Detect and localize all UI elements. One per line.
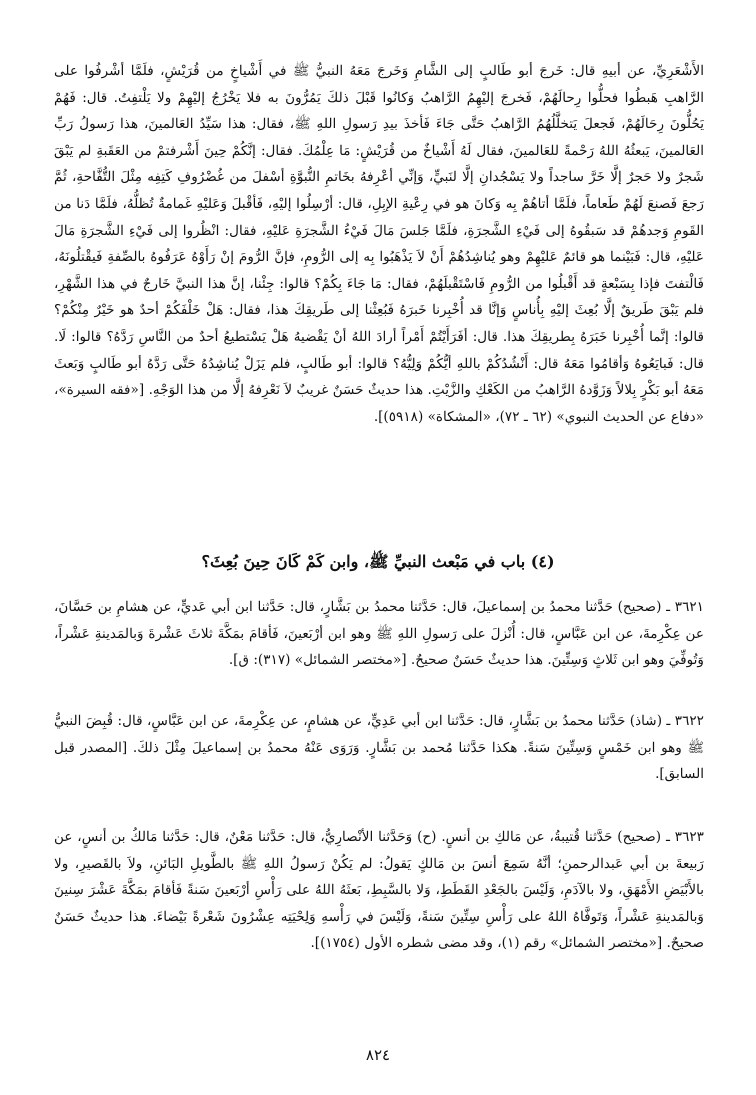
- chapter-heading: (٤) باب في مَبْعث النبيِّ ﷺ، وابن كَمْ كَانَ حِينَ بُعِثَ؟: [201, 552, 555, 571]
- hadith-3623-paragraph: ٣٦٢٣ ـ (صحيح) حَدَّثنا قُتيبةُ، عن مَالكِ بن أنسٍ. (ح) وَحَدَّثنا الأنْصارِيُّ، قال: حَدَّثنا مَعْنٌ، قال: حَدَّثنا مَالكُ بن أنسٍ، عن رَبيعةَ بن أبي عَبدالرحمنِ؛ أنَّهُ سَمِعَ أنسَ بن مَالكٍ يَقولُ: لم يَكُنْ رَسولُ اللهِ ﷺ بالطَّويلِ البَائنِ، ولاَ بالقَصيرِ، ولا بالأَبْيَضِ الأَمْهَقِ، ولا بالآدَمِ، وَلَيْسَ بالجَعْدِ القَطَطِ، وَلا بالسَّبِطِ، بَعثَهُ اللهُ على رَأْسِ أرْبَعينَ سَنةً فَأقامَ بمَكَّةَ عَشْرَ سِنينَ وَبالمَدينةِ عَشْراً، وَتَوفَّاهُ اللهُ على رَأْسِ سِتِّينَ سَنةً، وَلَيْسَ في رَأْسهِ وَلِحْيَتِه عِشْرُونَ شَعْرةً بَيْضاءَ. هذا حديثٌ حَسَنٌ صحيحٌ. [«مختصر الشمائل» رقم (١)، وقد مضى شطره الأول (١٧٥٤)].: [54, 829, 704, 952]
- hadith-3622-paragraph: ٣٦٢٢ ـ (شاذ) حَدَّثنا محمدُ بن بَشَّارٍ، قال: حَدَّثنا ابن أبي عَدِيٍّ، عن هشامٍ، عن عِكْرِمةَ، عن ابن عَبَّاسٍ، قال: قُبِضَ النبيُّ ﷺ وهو ابن خَمْسٍ وَسِتِّينَ سَنةً. هكذا حَدَّثنا مُحمد بن بَشَّارٍ. وَرَوَى عَنْهُ محمدُ بن إسماعيلَ مِثْلَ ذلكَ. [المصدر قبل السابق].: [54, 713, 704, 783]
- intro-paragraph: الأَشْعَرِيِّ، عن أبيهِ قال: خَرجَ أبو طَالبٍ إلى الشَّامِ وَخَرجَ مَعَهُ النبيُّ ﷺ في أَشْياخٍ من قُرَيْشٍ، فلَمَّا أشْرفُوا على الرَّاهبِ هَبطُوا فحلُّوا رِحالَهُمْ، فَخرجَ إليْهِمُ الرَّاهبُ وَكانُوا قَبْلَ ذلكَ يَمُرُّونَ به فلا يَخْرُجُ إليْهِمْ ولا يَلْتفِتُ. قال: فَهُمْ يَحُلُّونَ رِحَالَهُمْ، فَجعلَ يَتخلَّلُهُمُ الرَّاهبُ حَتَّى جَاءَ فَأخذَ بيدِ رَسولِ اللهِ ﷺ، فقال: هذا سَيِّدُ العَالمينَ، هذا رَسولُ رَبِّ العَالمينَ، يَبعثُهُ اللهُ رَحْمةً للعَالمينَ، فقال لَهُ أَشْياخٌ من قُرَيْشٍ: مَا عِلْمُكَ. فقال: إنَّكُمْ حِينَ أَشْرفتمْ من العَقَبةِ لم يَبْقَ شَجرٌ ولا حَجرٌ إلَّا خَرَّ ساجداً ولا يَسْجُدانِ إلَّا لنَبيٍّ، وَإنِّي أعْرِفهُ بخَاتمِ النُّبوَّةِ أسْفلَ من غُضْرُوفِ كَتِفِه مِثْلَ التُّفَّاحةِ، ثُمَّ رَجعَ فَصنعَ لَهُمْ طَعاماً، فلَمَّا أتاهُمْ بِه وَكانَ هو في رِعْيةِ الإبِلِ، قال: أرْسِلُوا إليْهِ، فَأقْبلَ وَعَليْهِ غَمامةٌ تُظلُّهُ، فلَمَّا دَنا من القَومِ وَجدهُمْ قد سَبقُوهُ إلى فَيْءِ الشَّجرَةِ، فلَمَّا جَلسَ مَالَ فَيْءُ الشَّجرَةِ عَليْهِ، فقال: انْظُروا إلى فَيْءِ الشَّجرَةِ مَالَ عَليْهِ، قال: فَبَيْنما هو قائمٌ عَليْهِمْ وهو يُناشِدُهُمْ أَنْ لاَ يَذْهَبُوا بِه إلى الرُّومِ، فإنَّ الرُّومَ إنْ رَأَوْهُ عَرَفُوهُ بالصِّفةِ فَيقْتلُونَهُ، فَالْتفتَ فإذا بِسَبْعةٍ قد أَقْبلُوا من الرُّومِ فَاسْتَقْبلَهُمْ، فقال: مَا جَاءَ بِكُمْ؟ قالوا: جِئْنا، إنَّ هذا النبيَّ خَارجٌ في هذا الشَّهْرِ، فلم يَبْقَ طَريقٌ إلَّا بُعِثَ إليْهِ بِأُناسٍ وَإنَّا قد أُخْبِرنا خَبرَهُ فَبُعِثْنا إلى طَريقِكَ هذا، فقال: هَلْ خَلْفَكُمْ أحدٌ هو خَيْرٌ مِنْكُمْ؟ قالوا: إنَّما أُخْبِرنا خَبَرَهُ بِطريقِكَ هذا. قال: أفَرَأَيْتُمْ أَمْراً أرادَ اللهُ أنْ يَقْضيهُ هَلْ يَسْتطيعُ أحدٌ من النَّاسِ رَدَّهُ؟ قالوا: لَا. قال: فَبايَعُوهُ وَأقامُوا مَعَهُ قال: أَنْشُدُكُمْ باللهِ أيُّكُمْ وَلِيُّهُ؟ قالوا: أبو طَالبٍ، فلم يَزَلْ يُناشِدُهُ حَتَّى رَدَّهُ أبو طَالبٍ وَبَعثَ مَعَهُ أبو بَكْرٍ بِلالاً وَزَوَّدهُ الرَّاهبُ من الكَعْكِ والزَّيْتِ. هذا حديثٌ حَسَنٌ غريبٌ لاَ نَعْرِفهُ إلَّا من هذا الوَجْهِ. [«فقه السيرة»، «دفاع عن الحديث النبوي» (٦٢ ـ ٧٢)، «المشكاة» (٥٩١٨)].: [54, 63, 704, 425]
- hadith-3621-paragraph: ٣٦٢١ ـ (صحيح) حَدَّثنا محمدُ بن إسماعيلَ، قال: حَدَّثنا محمدُ بن بَشَّارٍ، قال: حَدَّثنا ابن أبي عَديٍّ، عن هشامِ بن حَسَّانَ، عن عِكْرِمةَ، عن ابن عَبَّاسٍ، قال: أُنْزلَ على رَسولِ اللهِ ﷺ وهو ابن أرْبَعينَ، فَأقامَ بمَكَّةَ ثلاثَ عَشْرةَ وَبالمَدينةِ عَشْراً، وَتُوفِّيَ وهو ابن ثَلاثٍ وَسِتِّينَ. هذا حديثٌ حَسَنٌ صحيحٌ. [«مختصر الشمائل» (٣١٧): ق].: [54, 599, 704, 669]
- page-number: ٨٢٤: [365, 1046, 391, 1064]
